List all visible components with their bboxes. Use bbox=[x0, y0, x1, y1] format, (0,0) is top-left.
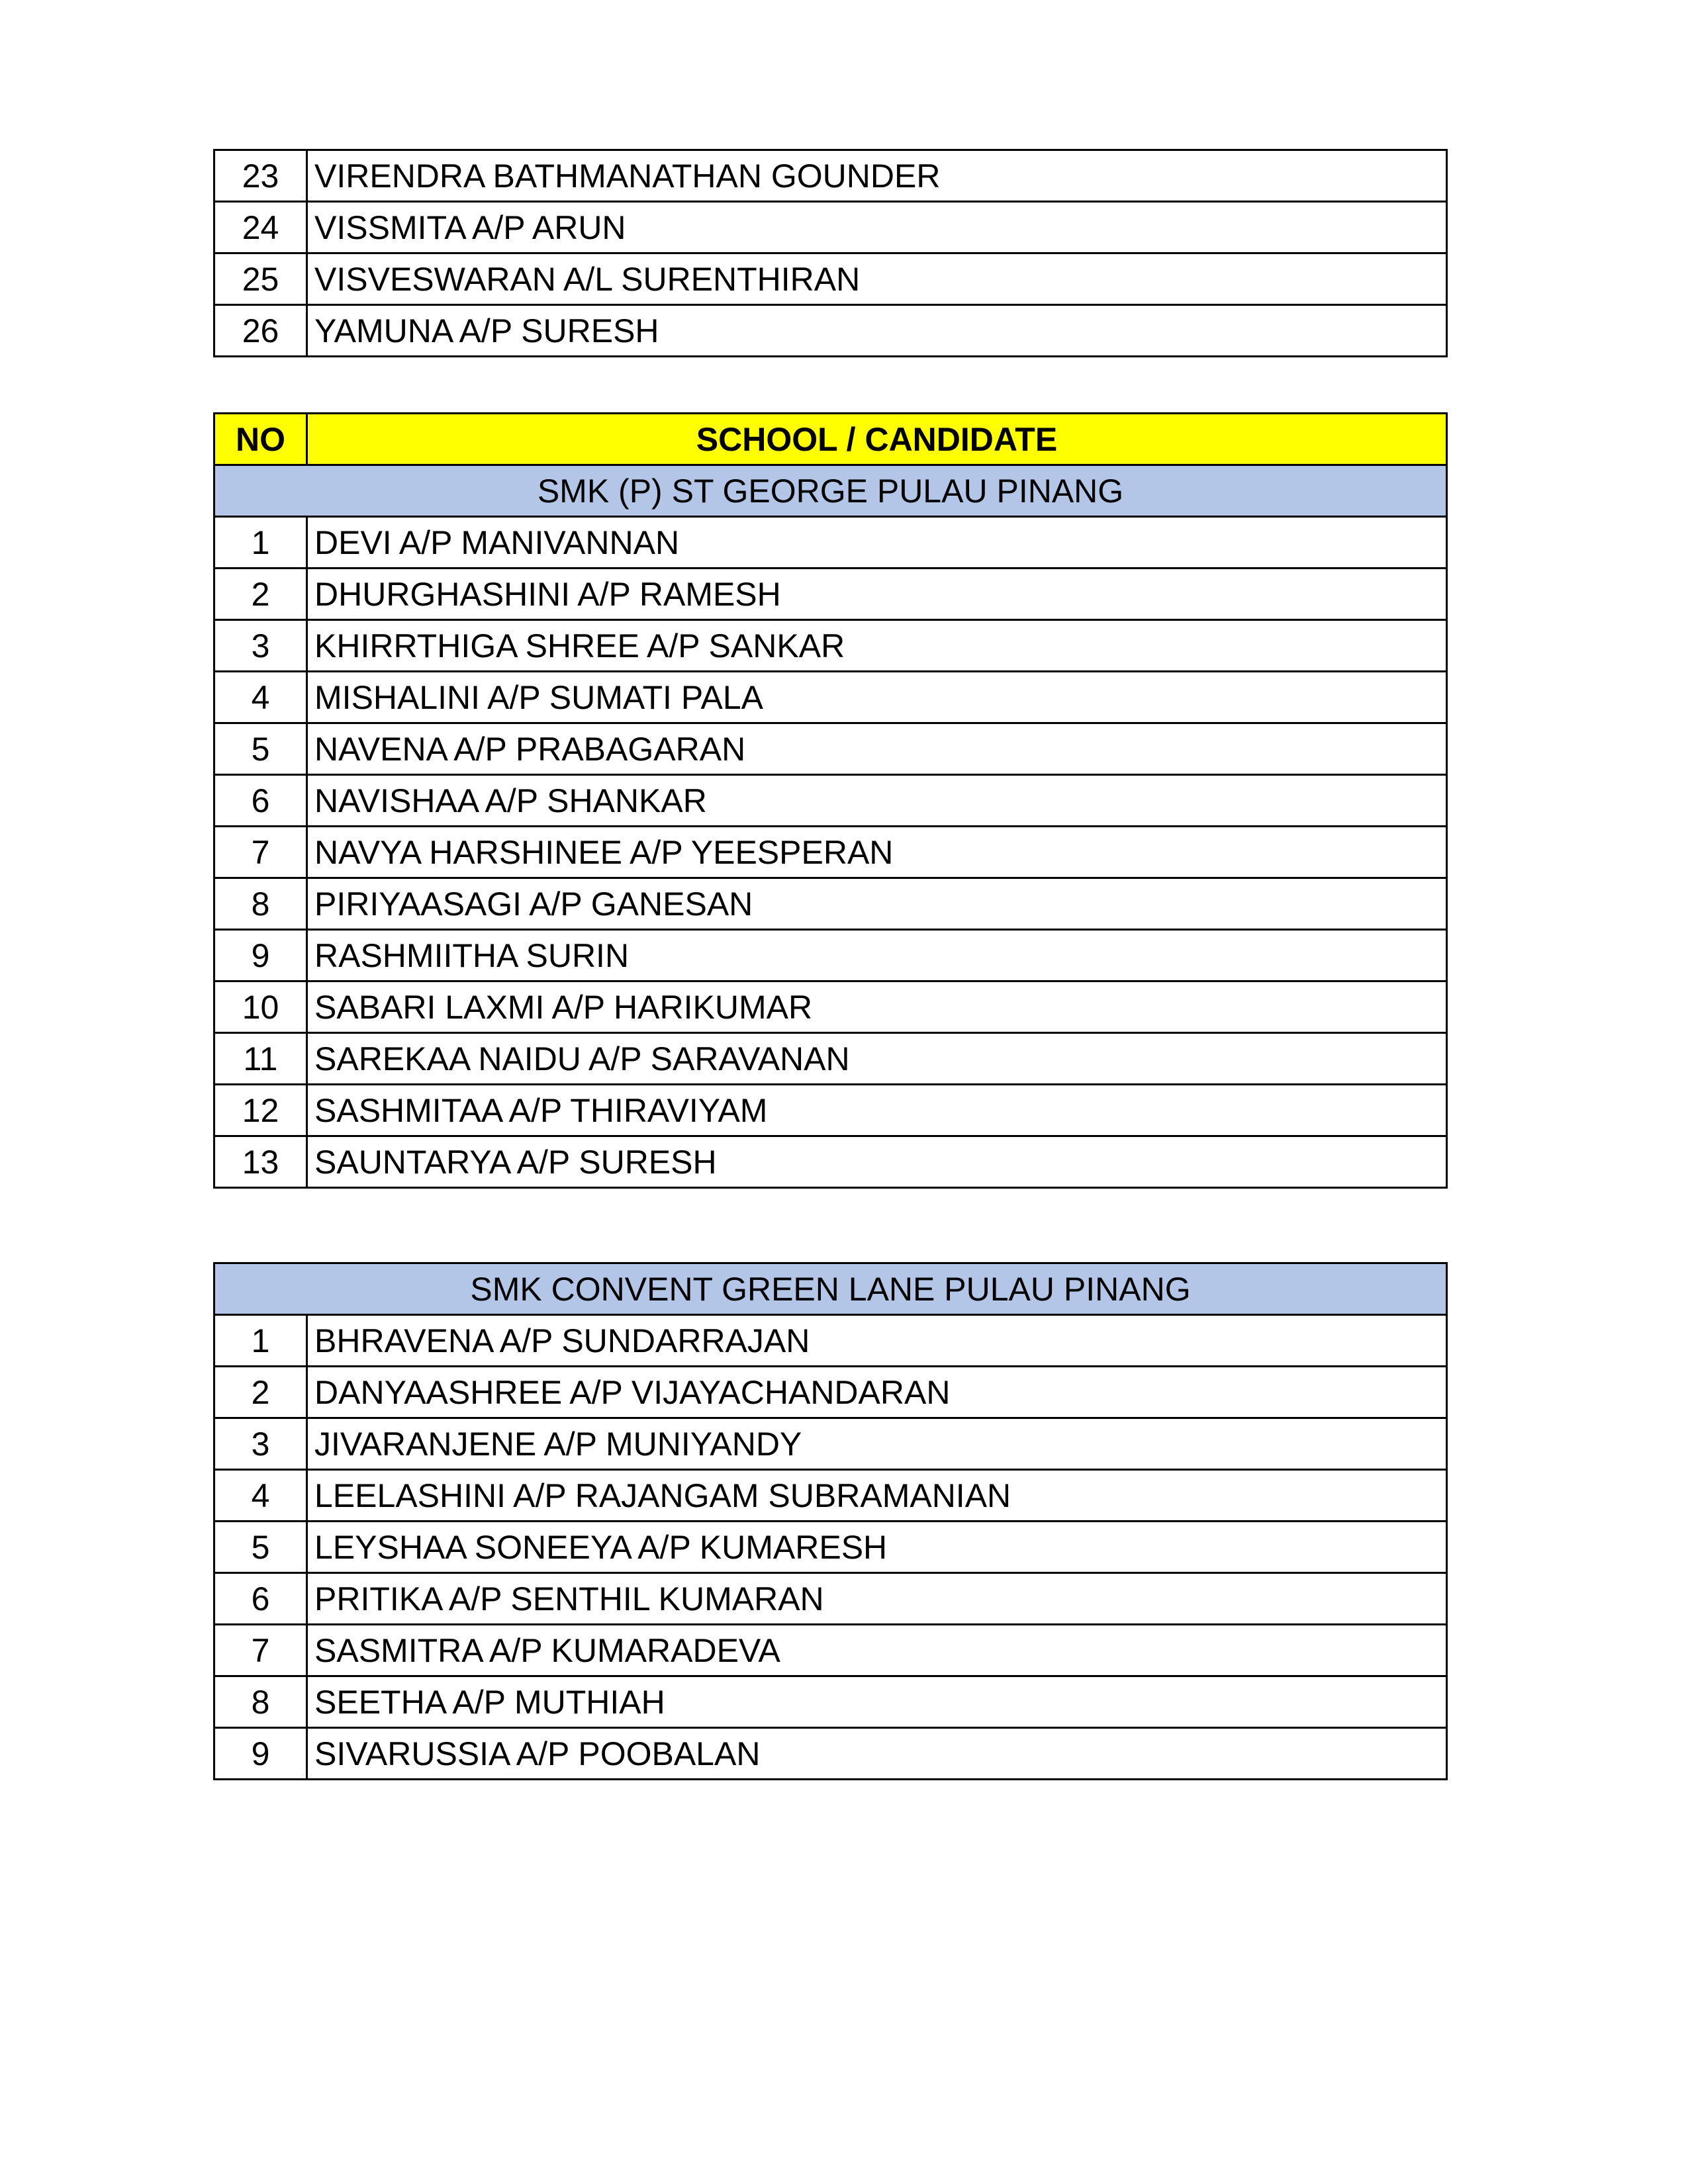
candidate-name: MISHALINI A/P SUMATI PALA bbox=[307, 672, 1447, 723]
candidate-name: SAUNTARYA A/P SURESH bbox=[307, 1136, 1447, 1188]
candidate-name: NAVENA A/P PRABAGARAN bbox=[307, 723, 1447, 775]
candidate-number: 3 bbox=[214, 620, 307, 672]
table-header-row bbox=[214, 414, 1447, 465]
candidate-name: SIVARUSSIA A/P POOBALAN bbox=[307, 1728, 1447, 1780]
candidate-name: JIVARANJENE A/P MUNIYANDY bbox=[307, 1418, 1447, 1470]
table-row bbox=[214, 1522, 1447, 1573]
table-row bbox=[214, 981, 1447, 1033]
school-row bbox=[214, 465, 1447, 517]
table-row bbox=[214, 150, 1447, 202]
table-row bbox=[214, 1136, 1447, 1188]
candidate-number: 24 bbox=[214, 202, 307, 253]
table-row bbox=[214, 1625, 1447, 1676]
candidate-name: RASHMIITHA SURIN bbox=[307, 930, 1447, 981]
candidate-number: 8 bbox=[214, 1676, 307, 1728]
candidate-number: 12 bbox=[214, 1085, 307, 1136]
candidate-name: BHRAVENA A/P SUNDARRAJAN bbox=[307, 1315, 1447, 1367]
school-name: SMK CONVENT GREEN LANE PULAU PINANG bbox=[214, 1263, 1447, 1315]
table-row bbox=[214, 1367, 1447, 1418]
candidate-number: 8 bbox=[214, 878, 307, 930]
school-row bbox=[214, 1263, 1447, 1315]
table-row bbox=[214, 930, 1447, 981]
table-row bbox=[214, 1728, 1447, 1780]
table-row bbox=[214, 305, 1447, 357]
table-row bbox=[214, 1470, 1447, 1522]
candidate-number: 23 bbox=[214, 150, 307, 202]
candidate-name: SAREKAA NAIDU A/P SARAVANAN bbox=[307, 1033, 1447, 1085]
school-name: SMK (P) ST GEORGE PULAU PINANG bbox=[214, 465, 1447, 517]
candidate-name: DANYAASHREE A/P VIJAYACHANDARAN bbox=[307, 1367, 1447, 1418]
candidate-name: SEETHA A/P MUTHIAH bbox=[307, 1676, 1447, 1728]
candidate-number: 11 bbox=[214, 1033, 307, 1085]
table-row bbox=[214, 1676, 1447, 1728]
candidate-name: NAVISHAA A/P SHANKAR bbox=[307, 775, 1447, 827]
candidate-number: 5 bbox=[214, 1522, 307, 1573]
table-row bbox=[214, 517, 1447, 569]
header-no: NO bbox=[214, 414, 307, 465]
candidate-number: 9 bbox=[214, 1728, 307, 1780]
candidate-number: 2 bbox=[214, 1367, 307, 1418]
candidate-name: NAVYA HARSHINEE A/P YEESPERAN bbox=[307, 827, 1447, 878]
school-candidate-table-st-george bbox=[213, 412, 1448, 1189]
candidate-number: 1 bbox=[214, 517, 307, 569]
candidate-number: 7 bbox=[214, 827, 307, 878]
candidate-name: SASHMITAA A/P THIRAVIYAM bbox=[307, 1085, 1447, 1136]
candidate-number: 10 bbox=[214, 981, 307, 1033]
candidate-name: SABARI LAXMI A/P HARIKUMAR bbox=[307, 981, 1447, 1033]
candidate-number: 7 bbox=[214, 1625, 307, 1676]
candidate-name: VIRENDRA BATHMANATHAN GOUNDER bbox=[307, 150, 1447, 202]
candidate-name: VISSMITA A/P ARUN bbox=[307, 202, 1447, 253]
table-row bbox=[214, 775, 1447, 827]
candidate-number: 6 bbox=[214, 1573, 307, 1625]
table-row bbox=[214, 878, 1447, 930]
candidate-number: 1 bbox=[214, 1315, 307, 1367]
table-row bbox=[214, 672, 1447, 723]
candidate-name: LEELASHINI A/P RAJANGAM SUBRAMANIAN bbox=[307, 1470, 1447, 1522]
candidate-name: PIRIYAASAGI A/P GANESAN bbox=[307, 878, 1447, 930]
candidate-number: 26 bbox=[214, 305, 307, 357]
candidate-number: 13 bbox=[214, 1136, 307, 1188]
candidate-number: 2 bbox=[214, 569, 307, 620]
candidate-name: PRITIKA A/P SENTHIL KUMARAN bbox=[307, 1573, 1447, 1625]
candidate-number: 4 bbox=[214, 672, 307, 723]
continued-candidate-table bbox=[213, 149, 1448, 357]
table-row bbox=[214, 827, 1447, 878]
candidate-number: 25 bbox=[214, 253, 307, 305]
table-row bbox=[214, 1315, 1447, 1367]
candidate-number: 9 bbox=[214, 930, 307, 981]
table-row bbox=[214, 1033, 1447, 1085]
header-school-candidate: SCHOOL / CANDIDATE bbox=[307, 414, 1447, 465]
table-row bbox=[214, 1418, 1447, 1470]
candidate-name: LEYSHAA SONEEYA A/P KUMARESH bbox=[307, 1522, 1447, 1573]
table-row bbox=[214, 723, 1447, 775]
candidate-number: 6 bbox=[214, 775, 307, 827]
candidate-name: SASMITRA A/P KUMARADEVA bbox=[307, 1625, 1447, 1676]
table-row bbox=[214, 620, 1447, 672]
school-candidate-table-convent-green-lane bbox=[213, 1262, 1448, 1780]
table-row bbox=[214, 1573, 1447, 1625]
candidate-name: YAMUNA A/P SURESH bbox=[307, 305, 1447, 357]
candidate-name: DHURGHASHINI A/P RAMESH bbox=[307, 569, 1447, 620]
candidate-name: VISVESWARAN A/L SURENTHIRAN bbox=[307, 253, 1447, 305]
candidate-name: KHIRRTHIGA SHREE A/P SANKAR bbox=[307, 620, 1447, 672]
candidate-name: DEVI A/P MANIVANNAN bbox=[307, 517, 1447, 569]
table-row bbox=[214, 202, 1447, 253]
table-row bbox=[214, 1085, 1447, 1136]
candidate-number: 5 bbox=[214, 723, 307, 775]
table-row bbox=[214, 569, 1447, 620]
table-row bbox=[214, 253, 1447, 305]
candidate-number: 3 bbox=[214, 1418, 307, 1470]
candidate-number: 4 bbox=[214, 1470, 307, 1522]
